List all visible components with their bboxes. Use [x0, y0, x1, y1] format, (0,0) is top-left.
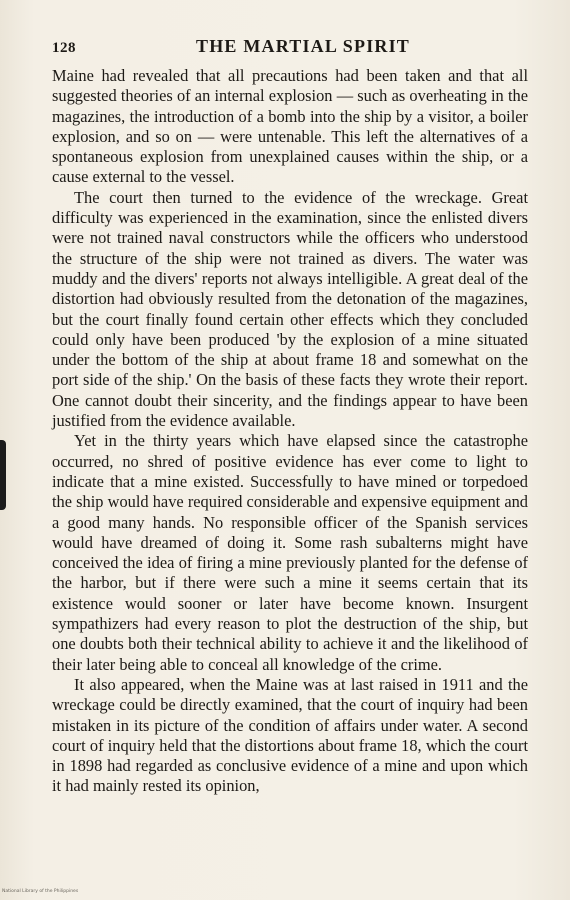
- book-title: THE MARTIAL SPIRIT: [196, 36, 411, 56]
- paragraph: Yet in the thirty years which have elapsed since the catastrophe occurred, no shred of positive evidence has ever come to light to indicate that a mine existed. Successfully to have mined or torpedoed the ship would have required considerable and expensive equipment and a good many hands. No responsible officer of the Spanish services would have dreamed of doing it. Some rash subalterns might have conceived the idea of firing a mine previously planted for the defense of the harbor, but if there were such a mine it seems certain that its existence would sooner or later have become known. Insurgent sympathizers had every reason to plot the destruction of the ship, but one doubts both their technical ability to achieve it and the likelihood of their later being able to conceal all knowledge of the crime.: [52, 431, 528, 674]
- page-edge-shadow: [0, 440, 6, 510]
- paragraph: It also appeared, when the Maine was at last raised in 1911 and the wreckage could be directly examined, that the court of inquiry had been mistaken in its picture of the condition of affairs under water. A second court of inquiry held that the distortions about frame 18, which the court in 1898 had regarded as conclusive evidence of a mine and upon which it had mainly rested its opinion,: [52, 674, 528, 796]
- page-number: 128: [52, 40, 76, 56]
- paragraph: The court then turned to the evidence of the wreckage. Great difficulty was experienced in the examination, since the enlisted divers were not trained naval constructors while the officers who understood the structure of the ship were not trained as divers. The water was muddy and the divers' reports not always intelligible. A great deal of the distortion had obviously resulted from the detonation of the magazines, but the court finally found certain other effects which they concluded could only have been produced 'by the explosion of a mine situated under the bottom of the ship at about frame 18 and somewhat on the port side of the ship.' On the basis of these facts they wrote their report. One cannot doubt their sincerity, and the findings appear to have been justified from the evidence available.: [52, 187, 528, 431]
- running-head: [52, 36, 527, 60]
- body-text: [52, 66, 528, 797]
- scan-footer: National Library of the Philippines: [2, 889, 79, 894]
- paragraph-continued: Maine had revealed that all precautions had been taken and that all suggested theories of an internal explosion — such as overheating in the magazines, the introduction of a bomb into the ship by a visitor, a boiler explosion, and so on — were untenable. This left the alternatives of a spontaneous explosion from unexplained causes within the ship, or a cause external to the vessel.: [52, 66, 528, 187]
